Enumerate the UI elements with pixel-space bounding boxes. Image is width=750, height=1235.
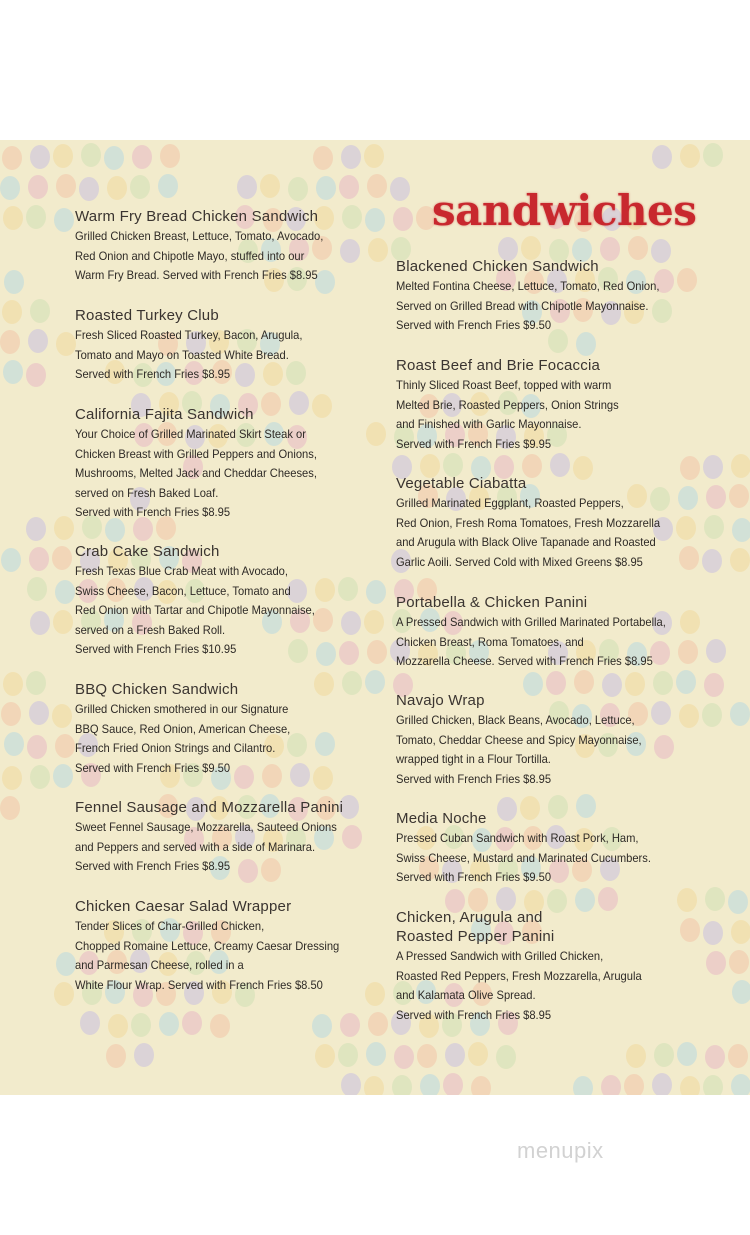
background-dot [210, 1014, 230, 1038]
menu-item [75, 897, 375, 995]
menu-item [396, 356, 726, 454]
background-dot [3, 672, 23, 696]
background-dot [390, 177, 410, 201]
background-dot [260, 174, 280, 198]
background-dot [237, 175, 257, 199]
background-dot [732, 518, 750, 542]
menu-item-name: Roasted Turkey Club [75, 307, 219, 324]
menu-item-description: Your Choice of Grilled Marinated Skirt Steak or Chicken Breast with Grilled Peppers and Onions, Mushrooms, Melted Jack and Cheddar Cheeses, served on Fresh Baked Loaf. Served with French Fries $8.95 [75, 427, 317, 520]
background-dot [313, 146, 333, 170]
background-dot [107, 176, 127, 200]
background-dot [573, 1076, 593, 1095]
background-dot [731, 454, 750, 478]
background-dot [0, 330, 20, 354]
background-dot [130, 175, 150, 199]
menu-item-description: A Pressed Sandwich with Grilled Chicken, Roasted Red Peppers, Fresh Mozzarella, Arugula and Kalamata Olive Spread. Served with French Fries $8.95 [396, 949, 642, 1022]
background-dot [27, 577, 47, 601]
background-dot [364, 1076, 384, 1095]
menu-item [75, 680, 375, 778]
background-dot [27, 735, 47, 759]
background-dot [106, 1044, 126, 1068]
background-dot [56, 332, 76, 356]
menu-item-description: Grilled Marinated Eggplant, Roasted Peppers, Red Onion, Fresh Roma Tomatoes, Fresh Mozzarella and Arugula with Black Olive Tapanade and Roasted Garlic Aoili. Served Cold with Mixed Greens $8.95 [396, 496, 661, 569]
background-dot [394, 1045, 414, 1069]
background-dot [158, 174, 178, 198]
menu-item-name: Chicken, Arugula and Roasted Pepper Panini [396, 909, 555, 945]
menu-item-name: Portabella & Chicken Panini [396, 594, 588, 611]
background-dot [52, 704, 72, 728]
background-dot [159, 1012, 179, 1036]
background-dot [54, 208, 74, 232]
menu-item [396, 809, 726, 888]
background-dot [366, 1042, 386, 1066]
menu-item-description: Fresh Sliced Roasted Turkey, Bacon, Arugula, Tomato and Mayo on Toasted White Bread. Served with French Fries $8.95 [75, 328, 303, 382]
background-dot [52, 546, 72, 570]
background-dot [0, 176, 20, 200]
menu-item-description: Thinly Sliced Roast Beef, topped with warm Melted Brie, Roasted Peppers, Onion Strings and Finished with Garlic Mayonnaise. Served with French Fries $9.95 [396, 378, 619, 451]
background-dot [624, 1074, 644, 1095]
menu-item [396, 908, 726, 1025]
background-dot [4, 732, 24, 756]
background-dot [26, 205, 46, 229]
background-dot [601, 1075, 621, 1095]
background-dot [53, 144, 73, 168]
background-dot [340, 1013, 360, 1037]
menu-item [75, 405, 375, 523]
menu-item-description: Grilled Chicken, Black Beans, Avocado, Lettuce, Tomato, Cheddar Cheese and Spicy Mayonnaise, wrapped tight in a Flour Tortilla. Served with French Fries $8.95 [396, 713, 642, 786]
background-dot [677, 1042, 697, 1066]
menu-item-name: Blackened Chicken Sandwich [396, 258, 599, 275]
background-dot [26, 671, 46, 695]
menu-item-name: Crab Cake Sandwich [75, 543, 220, 560]
background-dot [29, 701, 49, 725]
background-dot [654, 1043, 674, 1067]
background-dot [28, 329, 48, 353]
background-dot [53, 610, 73, 634]
background-dot [30, 765, 50, 789]
background-dot [55, 580, 75, 604]
background-dot [728, 1044, 748, 1068]
background-dot [1, 702, 21, 726]
background-dot [729, 484, 749, 508]
background-dot [79, 177, 99, 201]
background-dot [732, 980, 750, 1004]
menu-item-description: Fresh Texas Blue Crab Meat with Avocado, Swiss Cheese, Bacon, Lettuce, Tomato and Red Onion with Tartar and Chipotle Mayonnaise, served on a Fresh Baked Roll. Served with French Fries $10.95 [75, 564, 315, 657]
menu-item [75, 798, 375, 877]
menu-item-description: A Pressed Sandwich with Grilled Marinated Portabella, Chicken Breast, Roma Tomatoes, and Mozzarella Cheese. Served with French Fries $8.95 [396, 615, 666, 669]
menu-item-name: Roast Beef and Brie Focaccia [396, 357, 601, 374]
background-dot [4, 270, 24, 294]
background-dot [2, 146, 22, 170]
background-dot [26, 517, 46, 541]
menu-item-description: Grilled Chicken Breast, Lettuce, Tomato, Avocado, Red Onion and Chipotle Mayo, stuffed into our Warm Fry Bread. Served with French Fries $8.95 [75, 229, 324, 283]
background-dot [680, 1076, 700, 1095]
background-dot [315, 1044, 335, 1068]
menu-item-description: Sweet Fennel Sausage, Mozzarella, Sauteed Onions and Peppers and served with a side of Marinara. Served with French Fries $8.95 [75, 820, 337, 874]
background-dot [468, 1042, 488, 1066]
menu-item-name: Vegetable Ciabatta [396, 475, 527, 492]
background-dot [680, 144, 700, 168]
menu-item [75, 207, 375, 286]
background-dot [703, 1075, 723, 1095]
background-dot [160, 144, 180, 168]
background-dot [2, 300, 22, 324]
background-dot [0, 796, 20, 820]
menu-board [0, 140, 750, 1095]
background-dot [182, 1011, 202, 1035]
menu-item [396, 691, 726, 789]
background-dot [81, 143, 101, 167]
background-dot [316, 176, 336, 200]
background-dot [496, 1045, 516, 1069]
background-dot [731, 920, 750, 944]
background-dot [652, 1073, 672, 1095]
menu-item-name: BBQ Chicken Sandwich [75, 681, 239, 698]
background-dot [134, 1043, 154, 1067]
background-dot [132, 145, 152, 169]
background-dot [728, 890, 748, 914]
menu-item [75, 306, 375, 385]
menu-item [396, 593, 726, 672]
menu-item-name: Chicken Caesar Salad Wrapper [75, 898, 292, 915]
background-dot [417, 1044, 437, 1068]
menu-item-name: California Fajita Sandwich [75, 406, 254, 423]
background-dot [731, 1074, 750, 1095]
background-dot [28, 175, 48, 199]
menu-item-name: Fennel Sausage and Mozzarella Panini [75, 799, 344, 816]
background-dot [131, 1013, 151, 1037]
background-dot [56, 174, 76, 198]
background-dot [54, 982, 74, 1006]
section-heading: sandwiches [432, 186, 697, 235]
background-dot [626, 1044, 646, 1068]
background-dot [368, 1012, 388, 1036]
background-dot [312, 1014, 332, 1038]
menu-item-description: Melted Fontina Cheese, Lettuce, Tomato, Red Onion, Served on Grilled Bread with Chipotle Mayonnaise. Served with French Fries $9.50 [396, 279, 660, 333]
background-dot [705, 1045, 725, 1069]
background-dot [53, 764, 73, 788]
background-dot [80, 1011, 100, 1035]
background-dot [56, 952, 76, 976]
background-dot [420, 1074, 440, 1095]
background-dot [26, 363, 46, 387]
menu-item [396, 474, 726, 572]
background-dot [30, 611, 50, 635]
background-dot [392, 1075, 412, 1095]
background-dot [703, 143, 723, 167]
background-dot [364, 144, 384, 168]
menu-item-name: Warm Fry Bread Chicken Sandwich [75, 208, 319, 225]
background-dot [29, 547, 49, 571]
background-dot [393, 207, 413, 231]
menu-item-description: Pressed Cuban Sandwich with Roast Pork, Ham, Swiss Cheese, Mustard and Marinated Cucumbers. Served with French Fries $9.50 [396, 831, 651, 885]
background-dot [339, 175, 359, 199]
background-dot [445, 1043, 465, 1067]
menu-item [75, 542, 375, 660]
background-dot [55, 734, 75, 758]
background-dot [443, 1073, 463, 1095]
background-dot [730, 548, 750, 572]
background-dot [54, 516, 74, 540]
background-dot [730, 702, 750, 726]
watermark-logo: menupix [517, 1138, 604, 1163]
background-dot [30, 145, 50, 169]
background-dot [2, 766, 22, 790]
background-dot [108, 1014, 128, 1038]
background-dot [341, 145, 361, 169]
background-dot [338, 1043, 358, 1067]
menu-item [396, 257, 726, 336]
background-dot [341, 1073, 361, 1095]
background-dot [471, 1076, 491, 1095]
menu-item-description: Grilled Chicken smothered in our Signature BBQ Sauce, Red Onion, American Cheese, French Fried Onion Strings and Cilantro. Served with French Fries $9.50 [75, 702, 291, 775]
background-dot [3, 360, 23, 384]
background-dot [729, 950, 749, 974]
background-dot [288, 177, 308, 201]
menu-item-name: Media Noche [396, 810, 487, 827]
menu-item-description: Tender Slices of Char-Grilled Chicken, Chopped Romaine Lettuce, Creamy Caesar Dressing and Parmesan Cheese, rolled in a White Flour Wrap. Served with French Fries $8.50 [75, 919, 340, 992]
background-dot [30, 299, 50, 323]
background-dot [367, 174, 387, 198]
background-dot [652, 145, 672, 169]
background-dot [104, 146, 124, 170]
menu-item-name: Navajo Wrap [396, 692, 485, 709]
background-dot [3, 206, 23, 230]
background-dot [1, 548, 21, 572]
